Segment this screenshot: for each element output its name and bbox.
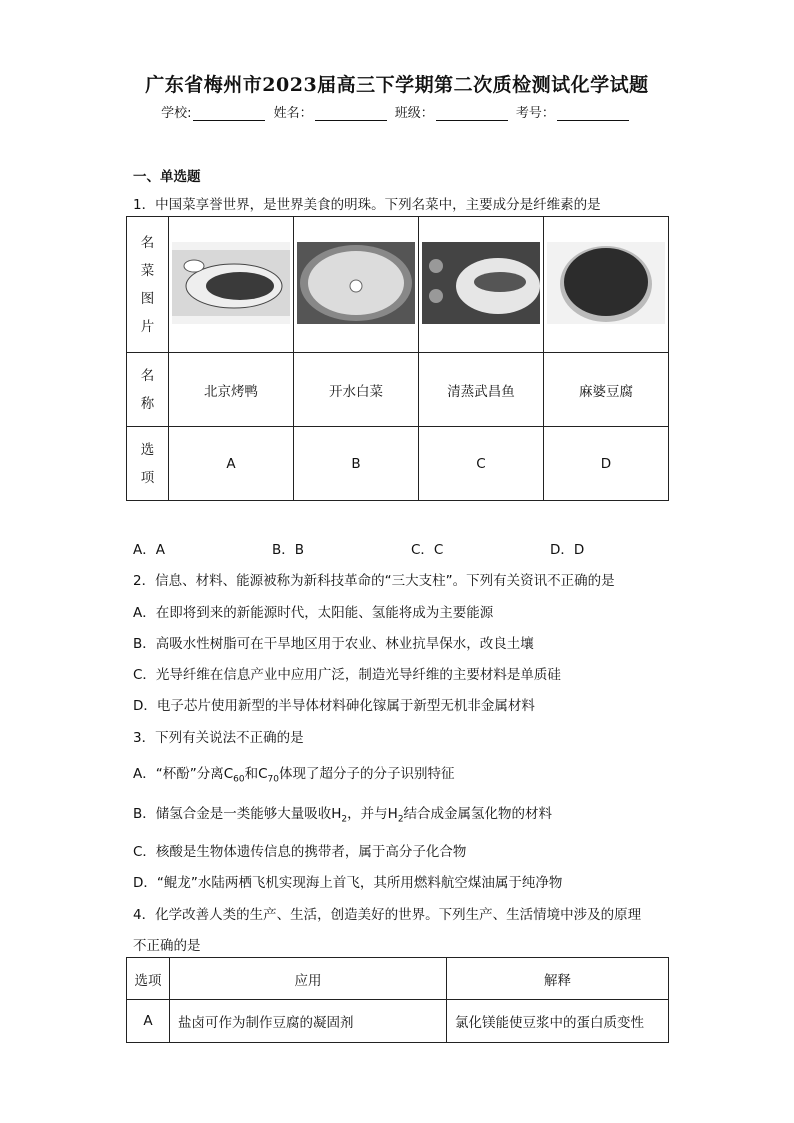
question-3-stem: 3．下列有关说法不正确的是 bbox=[133, 730, 304, 746]
option-letter-a: A bbox=[169, 427, 294, 501]
cabbage-soup-image bbox=[297, 242, 415, 324]
name-blank[interactable] bbox=[315, 107, 387, 121]
q1-option-a[interactable]: A．A bbox=[133, 542, 165, 558]
dish-name-a: 北京烤鸭 bbox=[169, 353, 294, 427]
dish-name-b: 开水白菜 bbox=[294, 353, 419, 427]
option-letter-b: B bbox=[294, 427, 419, 501]
school-label: 学校: bbox=[161, 106, 192, 121]
q1-option-c[interactable]: C．C bbox=[411, 542, 444, 558]
q4-header-application: 应用 bbox=[170, 958, 447, 1000]
row-label-option: 选项 bbox=[127, 427, 169, 501]
question-4-stem-line1: 4．化学改善人类的生产、生活，创造美好的世界。下列生产、生活情境中涉及的原理 bbox=[133, 907, 642, 923]
q1-option-d[interactable]: D．D bbox=[550, 542, 585, 558]
q3-option-a[interactable]: A．“杯酚”分离$C_{60}$和$C_{70}$体现了超分子的分子识别特征 bbox=[133, 766, 455, 785]
steamed-fish-image bbox=[422, 242, 540, 324]
q3-option-d[interactable]: D．“鲲龙”水陆两栖飞机实现海上首飞，其所用燃料航空煤油属于纯净物 bbox=[133, 875, 563, 891]
class-blank[interactable] bbox=[436, 107, 508, 121]
q4-row-a-application: 盐卤可作为制作豆腐的凝固剂 bbox=[170, 1000, 447, 1043]
dish-name-c: 清蒸武昌鱼 bbox=[419, 353, 544, 427]
student-info-line bbox=[0, 102, 794, 121]
paper-title: 广东省梅州市2023届高三下学期第二次质检测试化学试题 bbox=[145, 74, 649, 96]
q4-header-explanation: 解释 bbox=[447, 958, 669, 1000]
dish-image-d bbox=[544, 217, 669, 353]
q3-option-c[interactable]: C．核酸是生物体遗传信息的携带者，属于高分子化合物 bbox=[133, 844, 467, 860]
name-label: 姓名： bbox=[273, 106, 313, 121]
number-label: 考号： bbox=[515, 106, 555, 121]
dish-image-a bbox=[169, 217, 294, 353]
section-heading: 一、单选题 bbox=[133, 169, 201, 185]
q4-row-a-explanation: 氯化镁能使豆浆中的蛋白质变性 bbox=[447, 1000, 669, 1043]
q2-option-b[interactable]: B．高吸水性树脂可在干旱地区用于农业、林业抗旱保水，改良土壤 bbox=[133, 636, 534, 652]
q4-header-option: 选项 bbox=[127, 958, 170, 1000]
q4-row-a-option: A bbox=[127, 1000, 170, 1043]
q1-option-b[interactable]: B．B bbox=[272, 542, 305, 558]
school-blank[interactable] bbox=[193, 107, 265, 121]
q2-option-d[interactable]: D．电子芯片使用新型的半导体材料砷化镓属于新型无机非金属材料 bbox=[133, 698, 535, 714]
q3-option-b[interactable]: B．储氢合金是一类能够大量吸收$H_2$，并与$H_2$结合成金属氢化物的材料 bbox=[133, 806, 553, 825]
roast-duck-image bbox=[172, 242, 290, 324]
question-1-table bbox=[126, 216, 669, 501]
question-4-stem-line2: 不正确的是 bbox=[133, 938, 201, 954]
number-blank[interactable] bbox=[557, 107, 629, 121]
class-label: 班级： bbox=[394, 106, 434, 121]
question-4-table bbox=[126, 957, 669, 1043]
option-letter-d: D bbox=[544, 427, 669, 501]
q2-option-c[interactable]: C．光导纤维在信息产业中应用广泛，制造光导纤维的主要材料是单质硅 bbox=[133, 667, 561, 683]
option-letter-c: C bbox=[419, 427, 544, 501]
mapo-tofu-image bbox=[547, 242, 665, 324]
dish-image-c bbox=[419, 217, 544, 353]
row-label-image: 名菜图片 bbox=[127, 217, 169, 353]
question-1-stem: 1．中国菜享誉世界，是世界美食的明珠。下列名菜中，主要成分是纤维素的是 bbox=[133, 197, 601, 213]
question-1-options bbox=[133, 538, 689, 558]
dish-name-d: 麻婆豆腐 bbox=[544, 353, 669, 427]
question-2-stem: 2．信息、材料、能源被称为新科技革命的“三大支柱”。下列有关资讯不正确的是 bbox=[133, 573, 615, 589]
dish-image-b bbox=[294, 217, 419, 353]
q2-option-a[interactable]: A．在即将到来的新能源时代，太阳能、氢能将成为主要能源 bbox=[133, 605, 494, 621]
row-label-name: 名称 bbox=[127, 353, 169, 427]
